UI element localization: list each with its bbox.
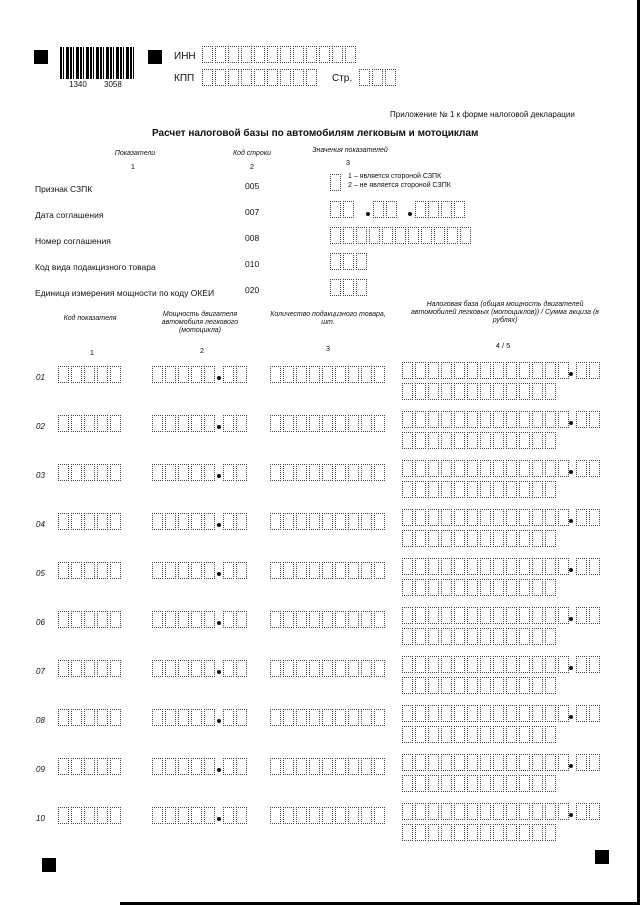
decimal-separator-dot (569, 764, 573, 768)
tax-base-integer-field[interactable] (402, 705, 571, 722)
row-label-okei-unit: Единица измерения мощности по коду ОКЕИ (35, 288, 215, 298)
indicator-code-field[interactable] (58, 758, 123, 775)
row-number: 02 (36, 422, 45, 431)
szpk-sign-field[interactable] (330, 174, 343, 191)
tax-base-integer-field[interactable] (402, 411, 571, 428)
excise-amount-field[interactable] (402, 432, 558, 449)
engine-power-integer-field[interactable] (152, 611, 217, 628)
col-header-indicator-code: Код показателя (63, 315, 117, 322)
decimal-separator-dot (569, 617, 573, 621)
barcode (60, 47, 136, 79)
excise-amount-field[interactable] (402, 530, 558, 547)
tax-base-fraction-field[interactable] (576, 754, 602, 771)
engine-power-integer-field[interactable] (152, 758, 217, 775)
col-header-engine-power: Мощность двигателя автомобиля легкового (мотоцикла) (161, 311, 239, 335)
col-number-1: 1 (130, 162, 136, 171)
barcode-number-left: 1340 (69, 80, 87, 89)
col-header-tax-base: Налоговая база (общая мощность двигателей автомобилей легковых (мотоциклов)) / Сумма акциза (в рублях) (411, 301, 599, 325)
engine-power-fraction-field[interactable] (223, 807, 249, 824)
quantity-field[interactable] (270, 807, 387, 824)
row-number: 05 (36, 569, 45, 578)
quantity-field[interactable] (270, 562, 387, 579)
tax-base-integer-field[interactable] (402, 509, 571, 526)
col-number-3: 3 (345, 158, 351, 167)
corner-marker-bottom-right (595, 850, 609, 864)
quantity-field[interactable] (270, 758, 387, 775)
indicator-code-field[interactable] (58, 464, 123, 481)
appendix-note: Приложение № 1 к форме налоговой декларации (390, 110, 575, 119)
kpp-label: КПП (174, 73, 195, 84)
agreement-date-day[interactable] (330, 201, 356, 218)
page-title: Расчет налоговой базы по автомобилям легковым и мотоциклам (152, 128, 479, 139)
indicator-code-field[interactable] (58, 366, 123, 383)
tax-base-integer-field[interactable] (402, 754, 571, 771)
tax-base-fraction-field[interactable] (576, 607, 602, 624)
col-header-line-code: Код строки (232, 150, 272, 157)
excise-amount-field[interactable] (402, 824, 558, 841)
indicator-code-field[interactable] (58, 415, 123, 432)
tax-base-fraction-field[interactable] (576, 656, 602, 673)
corner-marker-top-center (148, 50, 162, 64)
indicator-code-field[interactable] (58, 562, 123, 579)
tax-base-integer-field[interactable] (402, 558, 571, 575)
decimal-separator-dot (569, 813, 573, 817)
row-label-szpk-sign: Признак СЗПК (35, 184, 93, 194)
decimal-separator-dot (217, 621, 221, 625)
tax-base-fraction-field[interactable] (576, 460, 602, 477)
engine-power-fraction-field[interactable] (223, 464, 249, 481)
row-number: 08 (36, 716, 45, 725)
row-number: 04 (36, 520, 45, 529)
row-number: 07 (36, 667, 45, 676)
row-number: 03 (36, 471, 45, 480)
decimal-separator-dot (569, 470, 573, 474)
excise-amount-field[interactable] (402, 383, 558, 400)
row-label-agreement-date: Дата соглашения (35, 210, 104, 220)
decimal-separator-dot (569, 519, 573, 523)
decimal-separator-dot (569, 715, 573, 719)
decimal-separator-dot (217, 768, 221, 772)
corner-marker-top-left (34, 50, 48, 64)
engine-power-integer-field[interactable] (152, 660, 217, 677)
engine-power-fraction-field[interactable] (223, 366, 249, 383)
col-number-1: 1 (89, 348, 95, 357)
col-number-2: 2 (199, 346, 205, 355)
excise-amount-field[interactable] (402, 775, 558, 792)
tax-base-fraction-field[interactable] (576, 803, 602, 820)
date-separator-dot (366, 212, 370, 216)
row-code-005: 005 (245, 181, 260, 191)
decimal-separator-dot (569, 666, 573, 670)
okei-unit-field[interactable] (330, 279, 369, 296)
tax-base-integer-field[interactable] (402, 607, 571, 624)
agreement-number-field[interactable] (330, 227, 473, 244)
col-header-quantity: Количество подакцизного товара, шт. (270, 311, 386, 327)
quantity-field[interactable] (270, 709, 387, 726)
kpp-field[interactable] (202, 69, 319, 86)
engine-power-fraction-field[interactable] (223, 758, 249, 775)
engine-power-integer-field[interactable] (152, 562, 217, 579)
szpk-note-1: 1 – является стороной СЗПК (348, 173, 442, 180)
row-number: 10 (36, 814, 45, 823)
date-separator-dot (408, 212, 412, 216)
decimal-separator-dot (569, 372, 573, 376)
engine-power-fraction-field[interactable] (223, 709, 249, 726)
tax-base-fraction-field[interactable] (576, 509, 602, 526)
excise-amount-field[interactable] (402, 628, 558, 645)
engine-power-fraction-field[interactable] (223, 611, 249, 628)
tax-base-fraction-field[interactable] (576, 362, 602, 379)
row-label-agreement-number: Номер соглашения (35, 236, 111, 246)
decimal-separator-dot (569, 421, 573, 425)
tax-base-fraction-field[interactable] (576, 558, 602, 575)
tax-base-integer-field[interactable] (402, 656, 571, 673)
excise-goods-code-field[interactable] (330, 253, 369, 270)
tax-base-fraction-field[interactable] (576, 705, 602, 722)
decimal-separator-dot (217, 425, 221, 429)
decimal-separator-dot (569, 568, 573, 572)
decimal-separator-dot (217, 817, 221, 821)
excise-amount-field[interactable] (402, 726, 558, 743)
engine-power-integer-field[interactable] (152, 807, 217, 824)
col-number-2: 2 (249, 162, 255, 171)
decimal-separator-dot (217, 719, 221, 723)
corner-marker-bottom-left (42, 858, 56, 872)
engine-power-integer-field[interactable] (152, 366, 217, 383)
szpk-note-2: 2 – не является стороной СЗПК (348, 182, 451, 189)
col-number-3: 3 (325, 344, 331, 353)
engine-power-fraction-field[interactable] (223, 562, 249, 579)
tax-base-integer-field[interactable] (402, 803, 571, 820)
excise-amount-field[interactable] (402, 481, 558, 498)
indicator-code-field[interactable] (58, 513, 123, 530)
page-label: Стр. (332, 73, 353, 84)
row-code-010: 010 (245, 259, 260, 269)
tax-base-integer-field[interactable] (402, 362, 571, 379)
col-number-4-5: 4 / 5 (495, 341, 511, 350)
decimal-separator-dot (217, 670, 221, 674)
excise-amount-field[interactable] (402, 579, 558, 596)
decimal-separator-dot (217, 376, 221, 380)
quantity-field[interactable] (270, 611, 387, 628)
engine-power-integer-field[interactable] (152, 415, 217, 432)
engine-power-fraction-field[interactable] (223, 660, 249, 677)
row-code-008: 008 (245, 233, 260, 243)
engine-power-integer-field[interactable] (152, 709, 217, 726)
row-number: 06 (36, 618, 45, 627)
indicator-code-field[interactable] (58, 611, 123, 628)
row-label-excise-goods-code: Код вида подакцизного товара (35, 262, 156, 272)
engine-power-integer-field[interactable] (152, 513, 217, 530)
col-header-indicators: Показатели (114, 150, 156, 157)
col-header-values: Значения показателей (312, 147, 388, 154)
row-number: 01 (36, 373, 45, 382)
barcode-number-right: 3058 (104, 80, 122, 89)
decimal-separator-dot (217, 523, 221, 527)
row-number: 09 (36, 765, 45, 774)
row-code-007: 007 (245, 207, 260, 217)
engine-power-fraction-field[interactable] (223, 415, 249, 432)
quantity-field[interactable] (270, 415, 387, 432)
indicator-code-field[interactable] (58, 709, 123, 726)
tax-base-integer-field[interactable] (402, 460, 571, 477)
decimal-separator-dot (217, 474, 221, 478)
inn-label: ИНН (174, 51, 196, 62)
quantity-field[interactable] (270, 464, 387, 481)
agreement-date-year[interactable] (415, 201, 467, 218)
quantity-field[interactable] (270, 660, 387, 677)
quantity-field[interactable] (270, 513, 387, 530)
decimal-separator-dot (217, 572, 221, 576)
tax-base-fraction-field[interactable] (576, 411, 602, 428)
page-number-field[interactable] (359, 69, 398, 86)
indicator-code-field[interactable] (58, 660, 123, 677)
indicator-code-field[interactable] (58, 807, 123, 824)
inn-field[interactable] (202, 46, 358, 63)
agreement-date-month[interactable] (373, 201, 399, 218)
quantity-field[interactable] (270, 366, 387, 383)
excise-amount-field[interactable] (402, 677, 558, 694)
row-code-020: 020 (245, 285, 260, 295)
engine-power-fraction-field[interactable] (223, 513, 249, 530)
engine-power-integer-field[interactable] (152, 464, 217, 481)
